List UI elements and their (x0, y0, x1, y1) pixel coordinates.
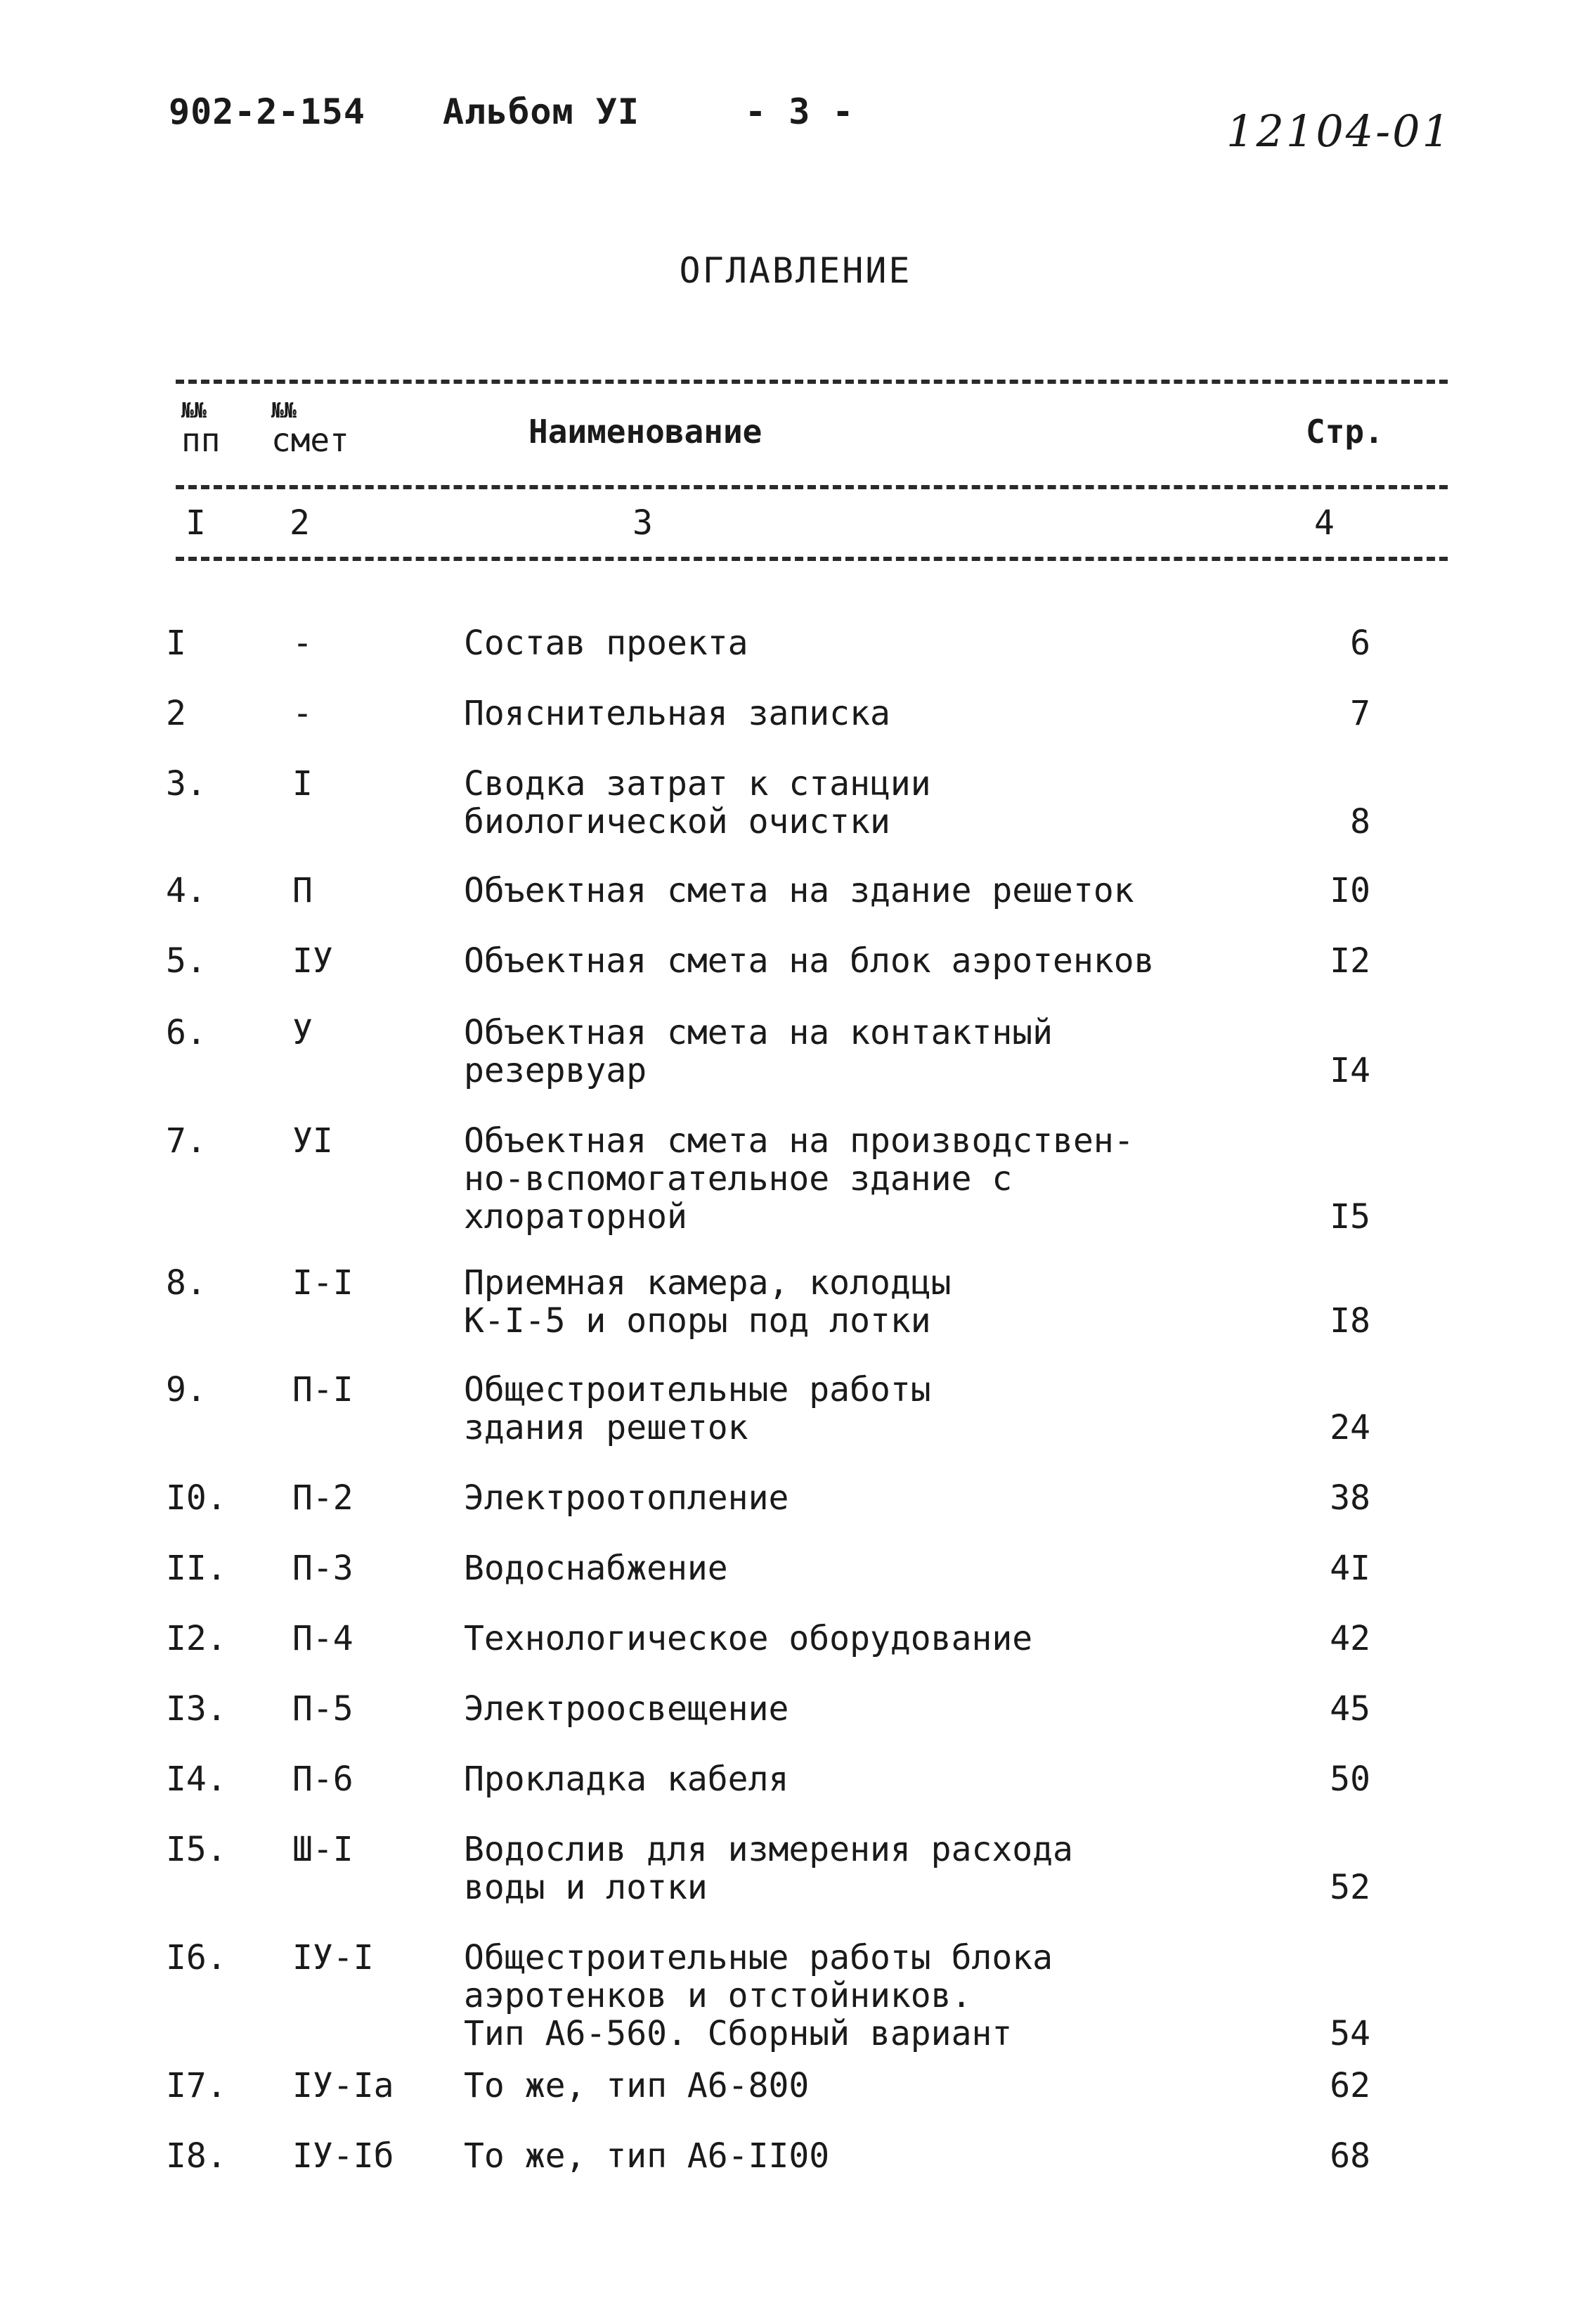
row-name: Электроосвещение (464, 1689, 789, 1729)
row-page: 45 (1330, 1689, 1370, 1729)
row-name: Сводка затрат к станции биологической очистки (464, 764, 931, 841)
column-header-name: Наименование (528, 413, 762, 451)
row-number: 9. (166, 1370, 207, 1409)
row-page: 6 (1350, 624, 1370, 663)
row-page: I2 (1330, 941, 1370, 981)
row-estimate: П-2 (292, 1478, 353, 1518)
column-number-3: 3 (632, 503, 653, 543)
row-estimate: УI (292, 1121, 333, 1161)
table-top-rule (176, 380, 1448, 384)
row-estimate: - (292, 624, 313, 663)
row-number: I2. (166, 1619, 227, 1658)
row-name: Общестроительные работы блока аэротенков и отстойников. Тип А6-560. Сборный вариант (464, 1938, 1053, 2053)
header-separator-rule (176, 485, 1448, 489)
row-number: I8. (166, 2136, 227, 2176)
column-header-no-abbr: №№ (181, 399, 207, 423)
handwritten-number: 12104-01 (1226, 105, 1453, 157)
row-name: Состав проекта (464, 624, 748, 663)
column-header-no (181, 399, 259, 457)
row-name: Прокладка кабеля (464, 1760, 789, 1799)
row-estimate: I-I (292, 1263, 353, 1303)
row-name: То же, тип А6-800 (464, 2066, 810, 2105)
row-estimate: П-I (292, 1370, 353, 1409)
row-page: 8 (1350, 802, 1370, 841)
row-estimate: П-6 (292, 1760, 353, 1799)
column-number-1: I (186, 503, 206, 543)
row-page: 62 (1330, 2066, 1370, 2105)
row-page: I5 (1330, 1197, 1370, 1237)
row-number: 5. (166, 941, 207, 981)
column-header-page: Стр. (1306, 413, 1384, 451)
row-number: I7. (166, 2066, 227, 2105)
row-estimate: Ш-I (292, 1830, 353, 1869)
row-estimate: I (292, 764, 313, 803)
row-page: I0 (1330, 871, 1370, 910)
row-page: 68 (1330, 2136, 1370, 2176)
row-name: Электроотопление (464, 1478, 789, 1518)
row-estimate: П-4 (292, 1619, 353, 1658)
row-name: То же, тип А6-II00 (464, 2136, 830, 2176)
row-estimate: - (292, 694, 313, 733)
row-name: Технологическое оборудование (464, 1619, 1033, 1658)
column-number-2: 2 (290, 503, 310, 543)
row-page: 38 (1330, 1478, 1370, 1518)
column-header-no-label: пп (181, 421, 221, 459)
row-page: 24 (1330, 1408, 1370, 1447)
row-page: I8 (1330, 1301, 1370, 1341)
row-name: Объектная смета на контактный резервуар (464, 1013, 1053, 1090)
row-number: I3. (166, 1689, 227, 1729)
column-header-estimate-label: смет (271, 421, 349, 459)
row-name: Водоснабжение (464, 1549, 728, 1588)
row-page: 42 (1330, 1619, 1370, 1658)
row-page: 50 (1330, 1760, 1370, 1799)
row-name: Объектная смета на здание решеток (464, 871, 1134, 910)
row-number: I (166, 624, 186, 663)
row-name: Приемная камера, колодцы К-I-5 и опоры под лотки (464, 1263, 952, 1341)
page-number: - 3 - (745, 91, 855, 132)
row-name: Объектная смета на блок аэротенков (464, 941, 1155, 981)
row-estimate: П-3 (292, 1549, 353, 1588)
row-estimate: IУ-Iа (292, 2066, 394, 2105)
table-body-rule (176, 557, 1448, 561)
row-name: Общестроительные работы здания решеток (464, 1370, 931, 1447)
column-number-4: 4 (1314, 503, 1335, 543)
row-estimate: IУ (292, 941, 333, 981)
row-number: II. (166, 1549, 227, 1588)
row-number: 3. (166, 764, 207, 803)
row-number: 8. (166, 1263, 207, 1303)
page-title: ОГЛАВЛЕНИЕ (679, 250, 912, 291)
column-header-estimate (271, 399, 391, 457)
document-code: 902-2-154 (169, 91, 365, 132)
row-number: 7. (166, 1121, 207, 1161)
row-number: I4. (166, 1760, 227, 1799)
row-estimate: У (292, 1013, 313, 1052)
row-name: Пояснительная записка (464, 694, 890, 733)
row-page: 54 (1330, 2014, 1370, 2053)
row-number: I5. (166, 1830, 227, 1869)
row-estimate: П (292, 871, 313, 910)
album-label: Альбом УI (443, 91, 640, 132)
row-number: I6. (166, 1938, 227, 1977)
row-number: 4. (166, 871, 207, 910)
row-estimate: IУ-Iб (292, 2136, 394, 2176)
row-page: 4I (1330, 1549, 1370, 1588)
row-page: 7 (1350, 694, 1370, 733)
row-page: I4 (1330, 1051, 1370, 1090)
row-number: 6. (166, 1013, 207, 1052)
row-estimate: П-5 (292, 1689, 353, 1729)
column-header-estimate-abbr: №№ (271, 399, 297, 423)
row-name: Водослив для измерения расхода воды и лотки (464, 1830, 1073, 1907)
row-number: I0. (166, 1478, 227, 1518)
row-name: Объектная смета на производствен- но-вспомогательное здание с хлораторной (464, 1121, 1134, 1237)
row-number: 2 (166, 694, 186, 733)
row-estimate: IУ-I (292, 1938, 374, 1977)
row-page: 52 (1330, 1868, 1370, 1907)
